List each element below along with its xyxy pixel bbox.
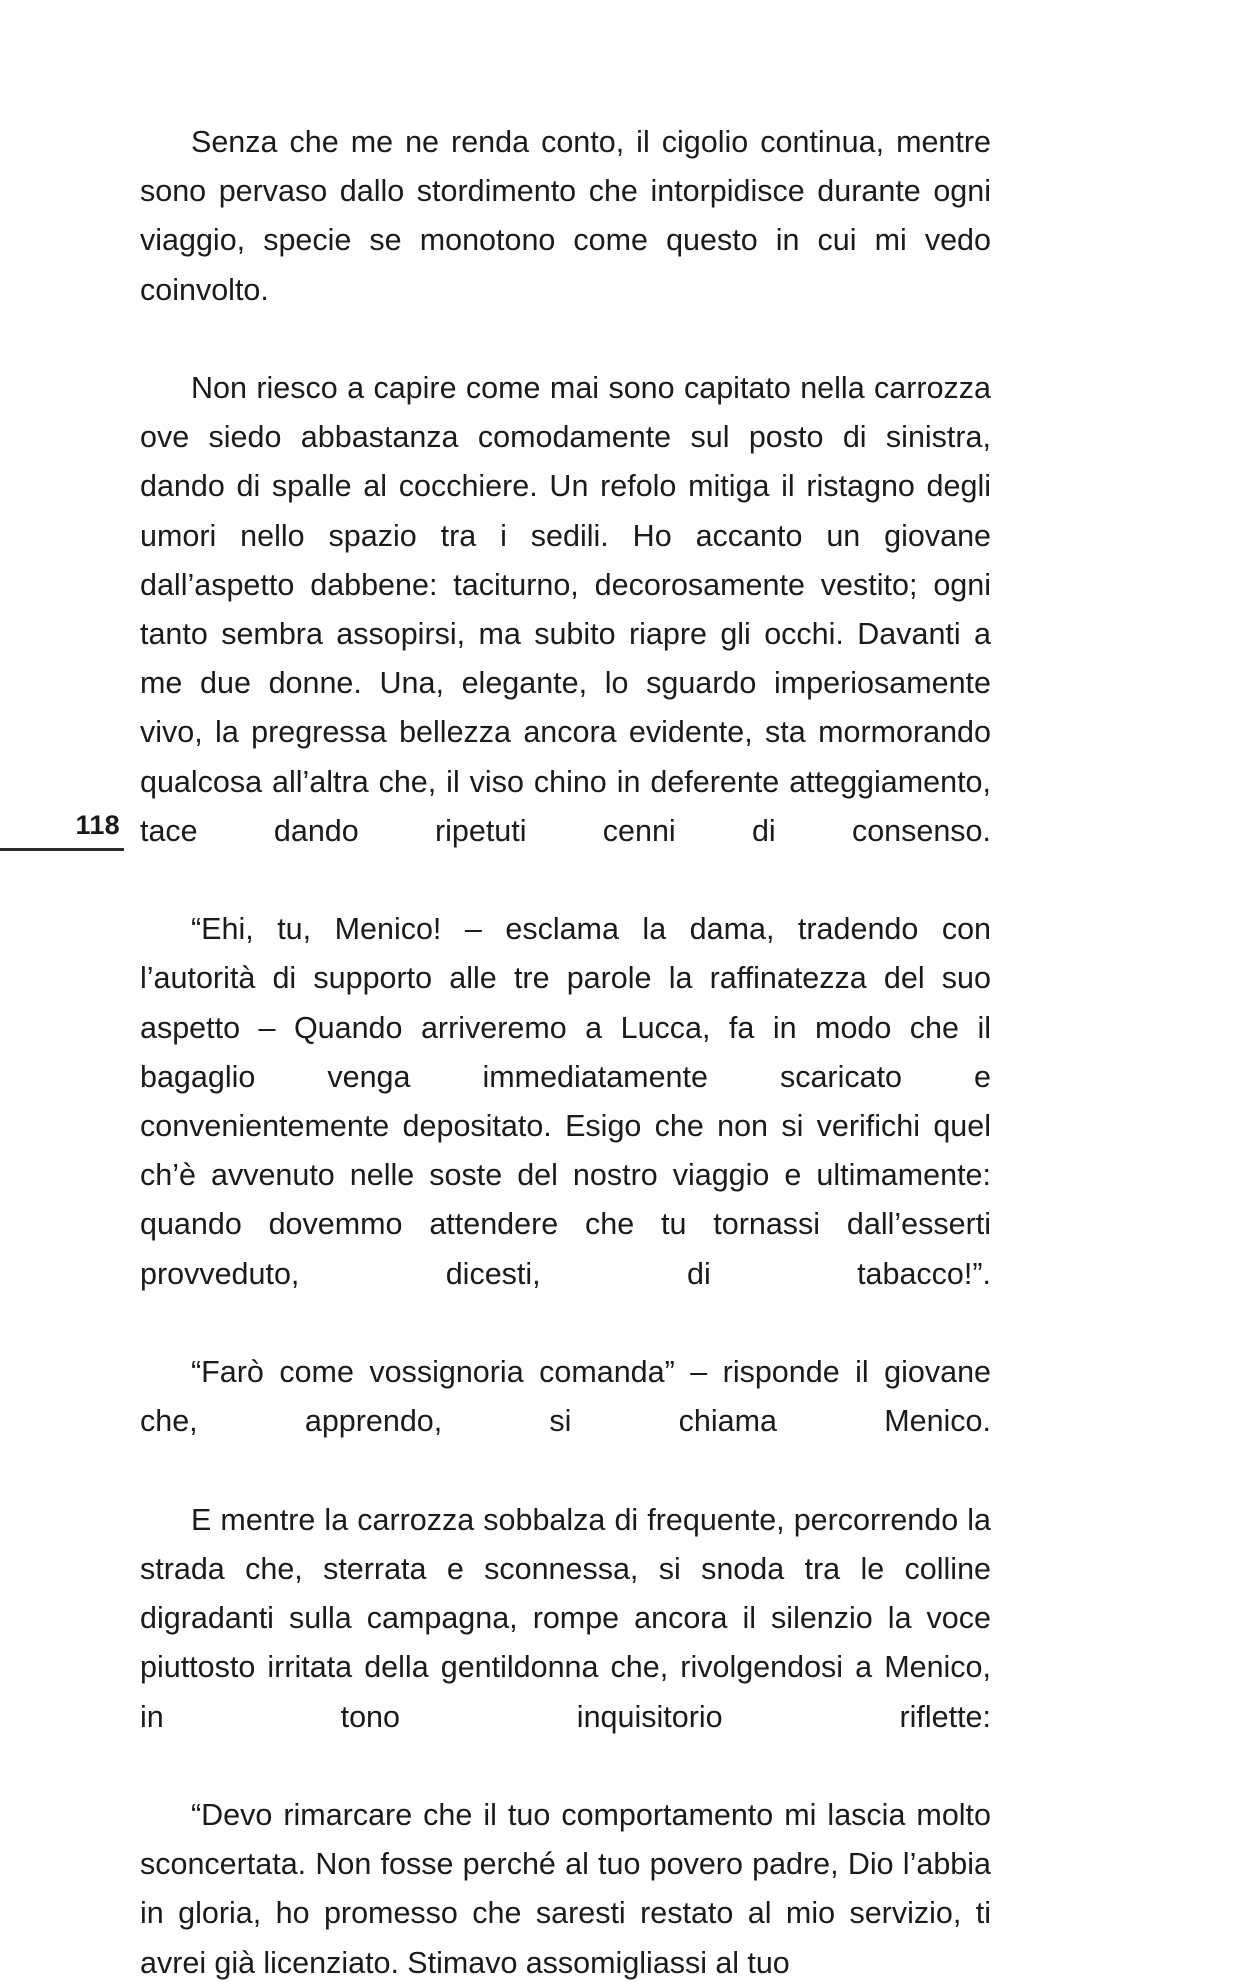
paragraph: “Ehi, tu, Menico! – esclama la dama, tradendo con l’autorità di supporto alle tre parole la raffinatezza del suo aspetto – Quando arriveremo a Lucca, fa in modo che il bagaglio venga immediatamente scaricato e convenientemente depositato. Esigo che non si verifichi quel ch’è avvenuto nelle soste del nostro viaggio e ultimamente: quando dovemmo attendere che tu tornassi dall’esserti provveduto, dicesti, di tabacco!”. [140, 912, 991, 1291]
paragraph: Senza che me ne renda conto, il cigolio continua, mentre sono pervaso dallo stordimento che intorpidisce durante ogni viaggio, specie se monotono come questo in cui mi vedo coinvolto. [140, 125, 991, 307]
paragraph: “Farò come vossignoria comanda” – risponde il giovane che, apprendo, si chiama Menico. [140, 1355, 991, 1439]
paragraph: Non riesco a capire come mai sono capitato nella carrozza ove siedo abbastanza comodamente sul posto di sinistra, dando di spalle al cocchiere. Un refolo mitiga il ristagno degli umori nello spazio tra i sedili. Ho accanto un giovane dall’aspetto dabbene: taciturno, decorosamente vestito; ogni tanto sembra assopirsi, ma subito riapre gli occhi. Davanti a me due donne. Una, elegante, lo sguardo imperiosamente vivo, la pregressa bellezza ancora evidente, sta mormorando qualcosa all’altra che, il viso chino in deferente atteggiamento, tace dando ripetuti cenni di consenso. [140, 371, 991, 848]
folio-block [0, 812, 124, 851]
body-text-column [140, 118, 991, 1988]
folio-rule [0, 848, 124, 851]
paragraph: “Devo rimarcare che il tuo comportamento mi lascia molto sconcertata. Non fosse perché al tuo povero padre, Dio l’abbia in gloria, ho promesso che saresti restato al mio servizio, ti avrei già licenziato. Stimavo assomigliassi al tuo [140, 1797, 991, 1980]
paragraph: E mentre la carrozza sobbalza di frequente, percorrendo la strada che, sterrata e sconnessa, si snoda tra le colline digradanti sulla campagna, rompe ancora il silenzio la voce piuttosto irritata della gentildonna che, rivolgendosi a Menico, in tono inquisitorio riflette: [140, 1502, 991, 1734]
page-number: 118 [75, 810, 120, 840]
